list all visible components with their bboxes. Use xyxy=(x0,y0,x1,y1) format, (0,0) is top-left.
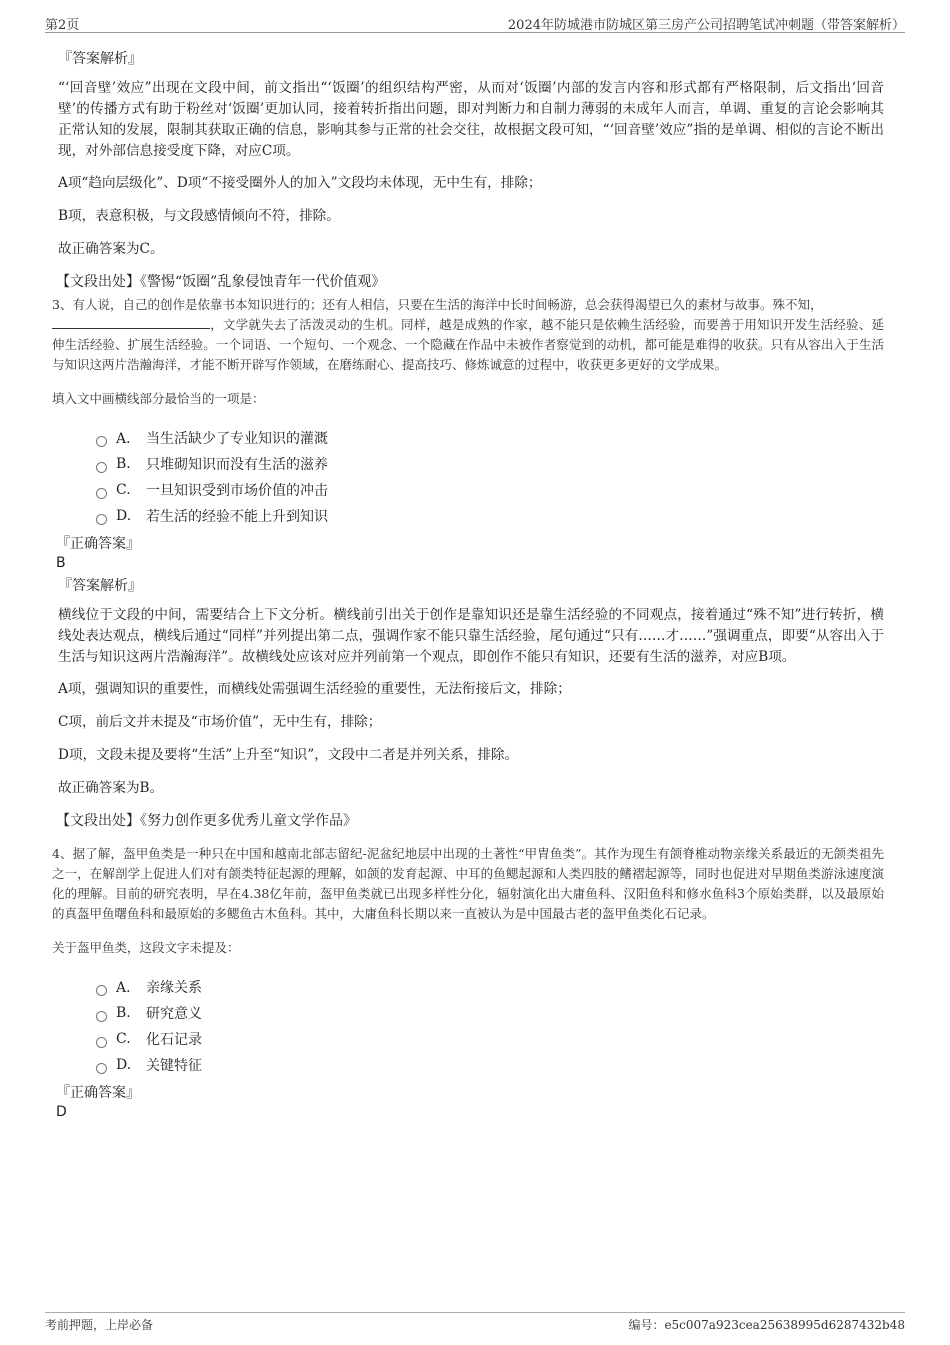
option-key: C. xyxy=(116,482,131,498)
radio-icon[interactable] xyxy=(96,514,107,525)
analysis-paragraph: A项“趋向层级化”、D项“不接受圈外人的加入”文段均未体现，无中生有，排除； xyxy=(58,175,542,191)
analysis-paragraph: 故正确答案为C。 xyxy=(58,241,164,257)
option-list xyxy=(96,425,884,529)
analysis-label: 『答案解析』 xyxy=(58,578,142,594)
option-text: 一旦知识受到市场价值的冲击 xyxy=(146,483,328,499)
radio-icon[interactable] xyxy=(96,1011,107,1022)
document-body xyxy=(52,42,884,1120)
analysis-section-prev xyxy=(52,48,884,291)
question-text: 4、据了解，盔甲鱼类是一种只在中国和越南北部志留纪-泥盆纪地层中出现的土著性“甲胄鱼类”。其作为现生有颌脊椎动物亲缘关系最近的无颌类祖先之一，在解剖学上促进人们对有颌类特征起源的理解，如颌的发育起源、中耳的鱼鳃起源和人类四肢的鳍褶起源等，同时也促进对早期鱼类游泳速度演化的理解。目前的研究表明，早在4.38亿年前，盔甲鱼类就已出现多样性分化，辐射演化出大庸鱼科、汉阳鱼科和修水鱼科3个原始类群，以及最原始的真盔甲鱼曙鱼科和最原始的多鳃鱼古木鱼科。其中，大庸鱼科长期以来一直被认为是中国最古老的盔甲鱼类化石记录。 xyxy=(52,846,884,921)
analysis-paragraph: B项，表意积极，与文段感情倾向不符，排除。 xyxy=(58,208,340,224)
analysis-paragraph: “‘回音壁’效应”出现在文段中间，前文指出“‘饭圈’的组织结构严密，从而对‘饭圈’内部的发言内容和形式都有严格限制，后文指出‘回音壁’的传播方式有助于粉丝对‘饭圈’更加认同，接着转折指出问题，即对判断力和自制力薄弱的未成年人而言，单调、重复的言论会影响其正常认知的发展，限制其获取正确的信息，影响其参与正常的社会交往，故根据文段可知，“‘回音壁’效应”指的是单调、相似的言论不断出现，对外部信息接受度下降，对应C项。 xyxy=(58,80,884,159)
option-text: 亲缘关系 xyxy=(146,980,202,996)
question-text xyxy=(52,295,884,375)
option-a[interactable] xyxy=(96,425,884,451)
option-a[interactable] xyxy=(96,974,884,1000)
question-text-before: 3、有人说，自己的创作是依靠书本知识进行的；还有人相信，只要在生活的海洋中长时间畅游，总会获得渴望已久的素材与故事。殊不知， xyxy=(52,297,823,312)
option-text: 只堆砌知识而没有生活的滋养 xyxy=(146,457,328,473)
option-text: 化石记录 xyxy=(146,1032,202,1048)
option-d[interactable] xyxy=(96,1052,884,1078)
analysis-paragraph: D项，文段未提及要将“生活”上升至“知识”，文段中二者是并列关系，排除。 xyxy=(58,747,519,763)
radio-icon[interactable] xyxy=(96,1063,107,1074)
radio-icon[interactable] xyxy=(96,1037,107,1048)
question-3 xyxy=(52,295,884,830)
option-text: 研究意义 xyxy=(146,1006,202,1022)
page-number: 第2页 xyxy=(45,18,80,33)
page-header xyxy=(45,12,905,33)
correct-answer: B xyxy=(56,555,66,571)
correct-answer-label: 『正确答案』 xyxy=(56,1085,140,1101)
analysis-paragraph: 故正确答案为B。 xyxy=(58,780,164,796)
page-footer xyxy=(45,1312,905,1335)
option-key: D. xyxy=(116,1057,132,1073)
option-key: B. xyxy=(116,1005,131,1021)
analysis-paragraph: C项，前后文并未提及“市场价值”，无中生有，排除； xyxy=(58,714,382,730)
option-d[interactable] xyxy=(96,503,884,529)
analysis-paragraph: 横线位于文段的中间，需要结合上下文分析。横线前引出关于创作是靠知识还是靠生活经验的不同观点，接着通过“殊不知”进行转折，横线处表达观点，横线后通过“同样”并列提出第二点，强调作家不能只靠生活经验，尾句通过“只有……才……”强调重点，即要“从容出入于生活与知识这两片浩瀚海洋”。故横线处应该对应并列前第一个观点，即创作不能只有知识，还要有生活的滋养，对应B项。 xyxy=(58,607,884,665)
option-text: 关键特征 xyxy=(146,1058,202,1074)
option-b[interactable] xyxy=(96,451,884,477)
option-key: A． xyxy=(116,431,141,447)
option-c[interactable] xyxy=(96,477,884,503)
question-prompt: 关于盔甲鱼类，这段文字未提及： xyxy=(52,940,240,955)
question-4 xyxy=(52,844,884,1120)
correct-answer-label: 『正确答案』 xyxy=(56,536,140,552)
option-b[interactable] xyxy=(96,1000,884,1026)
option-c[interactable] xyxy=(96,1026,884,1052)
radio-icon[interactable] xyxy=(96,488,107,499)
option-key: B. xyxy=(116,456,131,472)
option-text: 若生活的经验不能上升到知识 xyxy=(146,509,328,525)
analysis-paragraph: A项，强调知识的重要性，而横线处需强调生活经验的重要性，无法衔接后文，排除； xyxy=(58,681,571,697)
footer-slogan: 考前押题，上岸必备 xyxy=(45,1318,154,1332)
radio-icon[interactable] xyxy=(96,436,107,447)
question-prompt: 填入文中画横线部分最恰当的一项是： xyxy=(52,391,265,406)
option-key: D. xyxy=(116,508,132,524)
source-citation: 【文段出处】《努力创作更多优秀儿童文学作品》 xyxy=(56,813,357,829)
correct-answer: D xyxy=(56,1104,67,1120)
question-text-after: ，文学就失去了活泼灵动的生机。同样，越是成熟的作家，越不能只是依赖生活经验，而要善于用知识开发生活经验、延伸生活经验、扩展生活经验。一个词语、一个短句、一个观念、一个隐藏在作品中未被作者察觉到的动机，都可能是难得的收获。只有从容出入于生活与知识这两片浩瀚海洋，才能不断开辟写作领域，在磨练耐心、提高技巧、修炼诚意的过程中，收获更多更好的文学成果。 xyxy=(52,317,884,372)
document-title: 2024年防城港市防城区第三房产公司招聘笔试冲刺题（带答案解析） xyxy=(507,18,905,33)
fill-blank-line xyxy=(52,316,210,329)
option-key: C. xyxy=(116,1031,131,1047)
option-list xyxy=(96,974,884,1078)
option-key: A． xyxy=(116,980,141,996)
radio-icon[interactable] xyxy=(96,462,107,473)
analysis-label: 『答案解析』 xyxy=(58,51,142,67)
document-id: 编号：e5c007a923cea25638995d6287432b48 xyxy=(628,1318,905,1332)
radio-icon[interactable] xyxy=(96,985,107,996)
source-citation: 【文段出处】《警惕“饭圈”乱象侵蚀青年一代价值观》 xyxy=(56,274,386,290)
option-text: 当生活缺少了专业知识的灌溉 xyxy=(146,431,328,447)
